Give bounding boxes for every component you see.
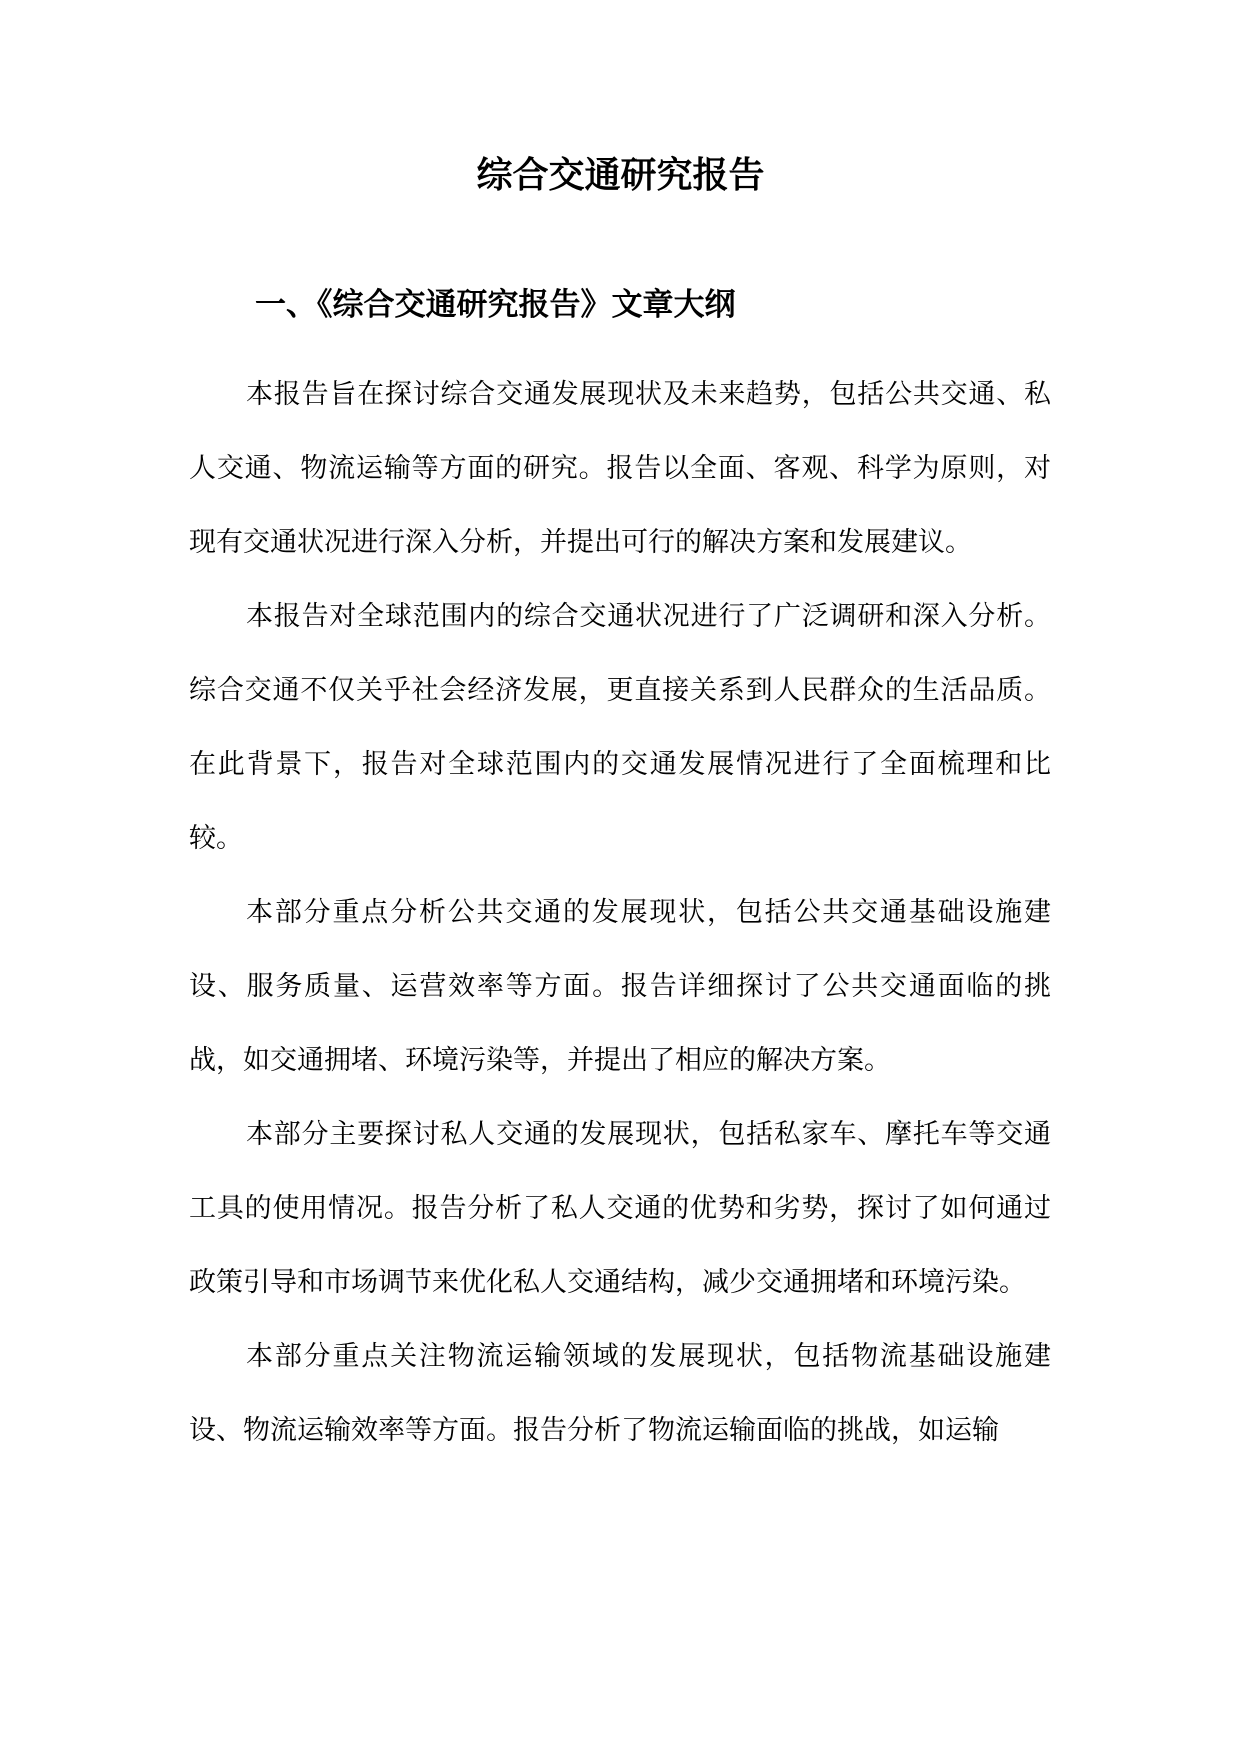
paragraph: 本部分重点分析公共交通的发展现状，包括公共交通基础设施建设、服务质量、运营效率等方面。报告详细探讨了公共交通面临的挑战，如交通拥堵、环境污染等，并提出了相应的解决方案。 bbox=[189, 897, 1051, 1076]
paragraph: 本报告旨在探讨综合交通发展现状及未来趋势，包括公共交通、私人交通、物流运输等方面的研究。报告以全面、客观、科学为原则，对现有交通状况进行深入分析，并提出可行的解决方案和发展建议。 bbox=[189, 379, 1051, 558]
paragraph: 本报告对全球范围内的综合交通状况进行了广泛调研和深入分析。综合交通不仅关乎社会经济发展，更直接关系到人民群众的生活品质。在此背景下，报告对全球范围内的交通发展情况进行了全面梳理和比较。 bbox=[189, 601, 1051, 854]
document-body bbox=[189, 358, 1051, 1468]
section-heading: 一、《综合交通研究报告》文章大纲 bbox=[255, 287, 736, 323]
document-title: 综合交通研究报告 bbox=[476, 155, 765, 196]
paragraph: 本部分重点关注物流运输领域的发展现状，包括物流基础设施建设、物流运输效率等方面。报告分析了物流运输面临的挑战，如运输 bbox=[189, 1341, 1051, 1446]
paragraph: 本部分主要探讨私人交通的发展现状，包括私家车、摩托车等交通工具的使用情况。报告分析了私人交通的优势和劣势，探讨了如何通过政策引导和市场调节来优化私人交通结构，减少交通拥堵和环境污染。 bbox=[189, 1119, 1051, 1298]
